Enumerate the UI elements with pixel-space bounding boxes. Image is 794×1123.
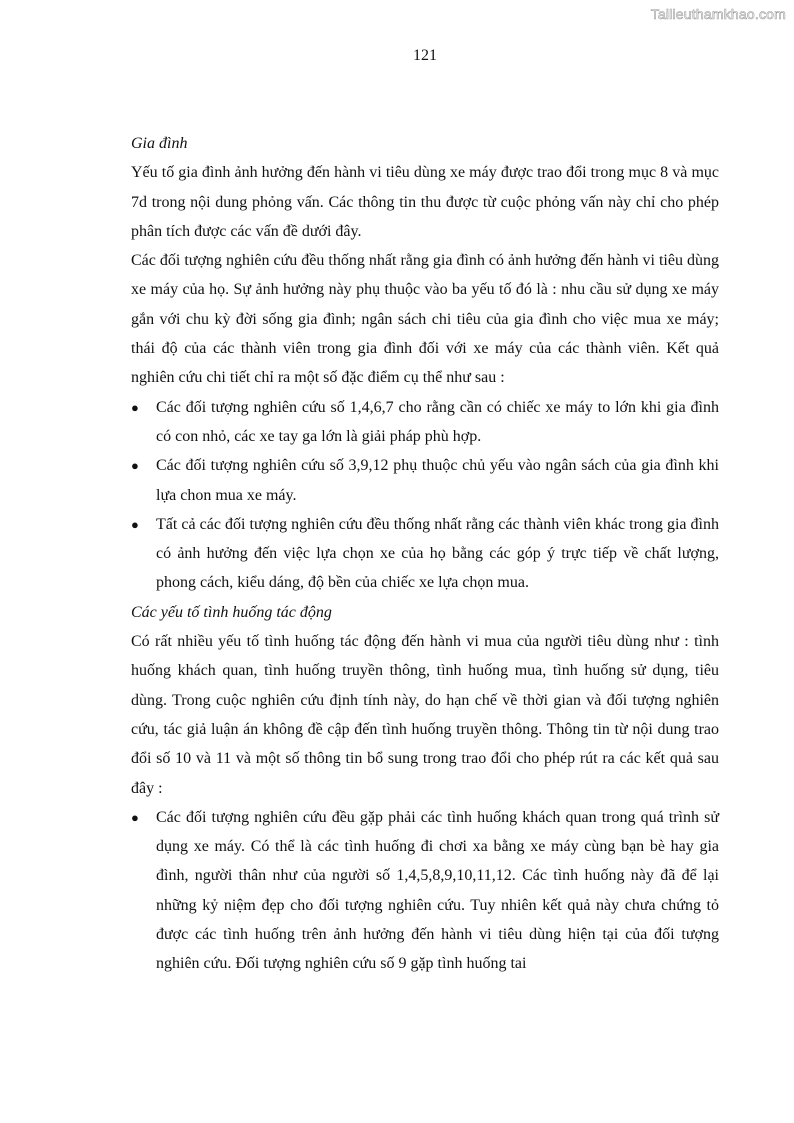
bullet-list [131, 393, 719, 598]
list-item [131, 510, 719, 598]
section-heading-situational-factors: Các yếu tố tình huống tác động [131, 603, 332, 621]
list-item-text: Các đối tượng nghiên cứu đều gặp phải các tình huống khách quan trong quá trình sử dụng xe máy. Có thể là các tình huống đi chơi xa bằng xe máy cùng bạn bè hay gia đình, người thân như của người số 1,4,5,8,9,10,11,12. Các tình huống này đã để lại những kỷ niệm đẹp cho đối tượng nghiên cứu. Tuy nhiên kết quả này chưa chứng tỏ được các tình huống trên ảnh hưởng đến hành vi tiêu dùng hiện tại của đối tượng nghiên cứu. Đối tượng nghiên cứu số 9 gặp tình huống tai [156, 808, 719, 973]
paragraph: Các đối tượng nghiên cứu đều thống nhất rằng gia đình có ảnh hưởng đến hành vi tiêu dùng xe máy của họ. Sự ảnh hưởng này phụ thuộc vào ba yếu tố đó là : nhu cầu sử dụng xe máy gắn với chu kỳ đời sống gia đình; ngân sách chi tiêu của gia đình cho việc mua xe máy; thái độ của các thành viên trong gia đình đối với xe máy của các thành viên. Kết quả nghiên cứu chi tiết chỉ ra một số đặc điểm cụ thể như sau : [131, 252, 719, 387]
list-item [131, 393, 719, 452]
list-item-text: Các đối tượng nghiên cứu số 1,4,6,7 cho rằng cần có chiếc xe máy to lớn khi gia đình có con nhỏ, các xe tay ga lớn là giải pháp phù hợp. [156, 398, 719, 445]
list-item-text: Các đối tượng nghiên cứu số 3,9,12 phụ thuộc chủ yếu vào ngân sách của gia đình khi lựa chon mua xe máy. [156, 457, 719, 504]
list-item-text: Tất cả các đối tượng nghiên cứu đều thống nhất rằng các thành viên khác trong gia đình có ảnh hưởng đến việc lựa chọn xe của họ bằng các góp ý trực tiếp về chất lượng, phong cách, kiểu dáng, độ bền của chiếc xe lựa chọn mua. [156, 515, 719, 592]
list-item [131, 803, 719, 979]
section-heading-family: Gia đình [131, 135, 188, 152]
paragraph: Có rất nhiều yếu tố tình huống tác động đến hành vi mua của người tiêu dùng như : tình huống khách quan, tình huống truyền thông, tình huống mua, tình huống sử dụng, tiêu dùng. Trong cuộc nghiên cứu định tính này, do hạn chế về thời gian và đối tượng nghiên cứu, tác giả luận án không đề cập đến tình huống truyền thông. Thông tin từ nội dung trao đổi số 10 và 11 và một số thông tin bổ sung trong trao đổi cho phép rút ra các kết quả sau đây : [131, 633, 719, 797]
page-number: 121 [413, 47, 437, 64]
bullet-icon: ● [131, 516, 139, 532]
list-item [131, 451, 719, 510]
bullet-icon: ● [131, 458, 139, 474]
bullet-icon: ● [131, 809, 139, 825]
page-body [131, 129, 719, 979]
bullet-icon: ● [131, 399, 139, 415]
bullet-list [131, 803, 719, 979]
watermark: Tailieuthamkhao.com [650, 6, 786, 22]
paragraph: Yếu tố gia đình ảnh hưởng đến hành vi tiêu dùng xe máy được trao đổi trong mục 8 và mục 7d trong nội dung phỏng vấn. Các thông tin thu được từ cuộc phỏng vấn này chỉ cho phép phân tích được các vấn đề dưới đây. [131, 164, 719, 240]
